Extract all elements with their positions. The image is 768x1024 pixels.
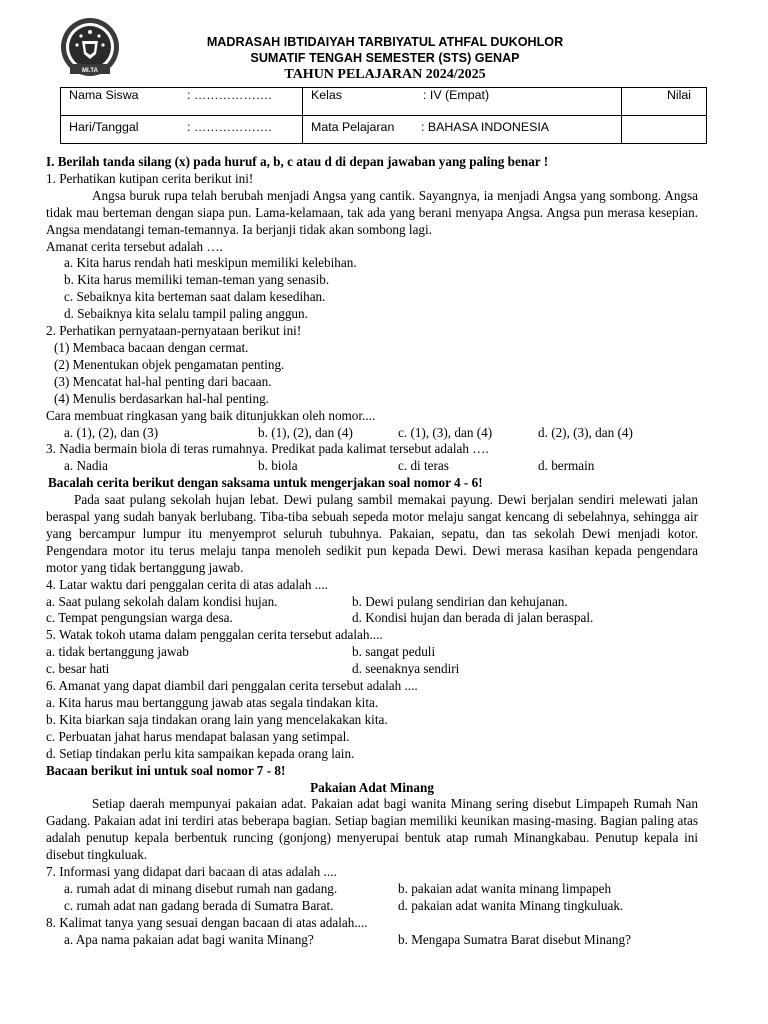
passage2-title: Bacalah cerita berikut dengan saksama untuk mengerjakan soal nomor 4 - 6!: [48, 475, 483, 491]
q6-option-b[interactable]: b. Kita biarkan saja tindakan orang lain yang mencelakakan kita.: [46, 711, 388, 727]
q4-stem: 4. Latar waktu dari penggalan cerita di atas adalah ....: [46, 576, 328, 592]
q5-row-1: [46, 644, 698, 661]
q2-question: Cara membuat ringkasan yang baik ditunjukkan oleh nomor....: [46, 407, 376, 423]
q2-option-d[interactable]: d. (2), (3), dan (4): [538, 424, 633, 440]
q6-stem: 6. Amanat yang dapat diambil dari penggalan cerita tersebut adalah ....: [46, 678, 418, 694]
passage3-text: Setiap daerah mempunyai pakaian adat. Pakaian adat bagi wanita Minang sering disebut Limpapeh Rumah Nan Gadang. Pakaian adat ini terdiri atas beberapa bagian. Setiap bagian memiliki keunikan masing-masing. Bagian paling atas adalah penutup kepala berbentuk runcing (gonjong) menyerupai bentuk atap rumah Minangkabau. Penutup kepala ini disebut tingkuluak.: [46, 796, 698, 863]
q8-row-1: [46, 932, 698, 949]
kelas-label: Kelas: [311, 88, 342, 102]
q2-options: [46, 425, 698, 442]
q5-stem: 5. Watak tokoh utama dalam penggalan cerita tersebut adalah....: [46, 627, 383, 643]
q5-row-2: [46, 661, 698, 678]
q7-row-2: [46, 898, 698, 915]
q4-option-c[interactable]: c. Tempat pengungsian warga desa.: [46, 610, 233, 626]
q2-option-a[interactable]: a. (1), (2), dan (3): [64, 424, 159, 440]
q2-statement-2: (2) Menentukan objek pengamatan penting.: [54, 356, 285, 372]
q8-option-b[interactable]: b. Mengapa Sumatra Barat disebut Minang?: [398, 931, 631, 947]
kelas-value: : IV (Empat): [423, 88, 490, 102]
student-info-table: [60, 87, 707, 144]
q1-question: Amanat cerita tersebut adalah ….: [46, 238, 223, 254]
q5-option-b[interactable]: b. sangat peduli: [352, 644, 436, 660]
hari-label: Hari/Tanggal: [69, 120, 139, 134]
svg-text:MI.TA: MI.TA: [82, 68, 98, 74]
q5-option-a[interactable]: a. tidak bertanggung jawab: [46, 644, 189, 660]
q4-option-a[interactable]: a. Saat pulang sekolah dalam kondisi hujan.: [46, 593, 278, 609]
q1-option-a[interactable]: a. Kita harus rendah hati meskipun memiliki kelebihan.: [64, 255, 357, 271]
q8-stem: 8. Kalimat tanya yang sesuai dengan bacaan di atas adalah....: [46, 914, 368, 930]
q1-option-d[interactable]: d. Sebaiknya kita selalu tampil paling anggun.: [64, 306, 308, 322]
academic-year: TAHUN PELAJARAN 2024/2025: [284, 67, 486, 82]
q8-option-a[interactable]: a. Apa nama pakaian adat bagi wanita Minang?: [64, 931, 314, 947]
q3-options: [46, 458, 698, 475]
passage2-text: Pada saat pulang sekolah hujan lebat. Dewi pulang sambil memakai payung. Dewi berjalan sendiri melewati jalan beraspal yang sudah banyak berlubang. Tiba-tiba sebuah sepeda motor melaju sangat kencang di sebelahnya, sehingga air yang bercampur lumpur itu menyemprot seluruh tubuhnya. Pakaian, sepatu, dan tas sekolah Dewi menjadi kotor. Pengendara motor itu terus melaju tanpa menoleh sedikit pun kepada Dewi. Dewi merasa kasihan kepada pengendara motor yang tidak bertanggung jawab.: [46, 492, 698, 575]
q6-option-a[interactable]: a. Kita harus mau bertanggung jawab atas segala tindakan kita.: [46, 695, 379, 710]
q3-option-a[interactable]: a. Nadia: [64, 458, 108, 474]
mapel-label: Mata Pelajaran: [311, 120, 395, 134]
mapel-value: : BAHASA INDONESIA: [421, 120, 550, 134]
q5-option-d[interactable]: d. seenaknya sendiri: [352, 661, 460, 677]
q1-stem: 1. Perhatikan kutipan cerita berikut ini!: [46, 170, 254, 186]
nilai-box[interactable]: [622, 116, 707, 144]
q1-option-c[interactable]: c. Sebaiknya kita berteman saat dalam kesedihan.: [64, 289, 326, 305]
q3-option-b[interactable]: b. biola: [258, 458, 298, 474]
q2-option-b[interactable]: b. (1), (2), dan (4): [258, 424, 353, 440]
q3-option-c[interactable]: c. di teras: [398, 458, 449, 474]
q7-option-b[interactable]: b. pakaian adat wanita minang limpapeh: [398, 880, 612, 896]
q4-row-1: [46, 594, 698, 611]
q7-stem: 7. Informasi yang didapat dari bacaan di atas adalah ....: [46, 864, 337, 880]
nilai-label: Nilai: [666, 88, 692, 102]
q2-statement-3: (3) Mencatat hal-hal penting dari bacaan.: [54, 373, 272, 389]
school-logo: [56, 16, 124, 78]
q3-option-d[interactable]: d. bermain: [538, 458, 595, 474]
hari-value: : ……………….: [187, 120, 272, 134]
q4-option-d[interactable]: d. Kondisi hujan dan berada di jalan beraspal.: [352, 610, 594, 626]
section-instruction: I. Berilah tanda silang (x) pada huruf a, b, c atau d di depan jawaban yang paling benar !: [46, 154, 549, 169]
q7-option-a[interactable]: a. rumah adat di minang disebut rumah nan gadang.: [64, 880, 338, 896]
exam-title: SUMATIF TENGAH SEMESTER (STS) GENAP: [250, 51, 520, 65]
school-name: MADRASAH IBTIDAIYAH TARBIYATUL ATHFAL DUKOHLOR: [206, 35, 564, 49]
nama-value: : ……………….: [187, 88, 272, 102]
q2-statement-1: (1) Membaca bacaan dengan cermat.: [54, 339, 249, 355]
q5-option-c[interactable]: c. besar hati: [46, 661, 110, 677]
q7-row-1: [46, 881, 698, 898]
passage3-title: Bacaan berikut ini untuk soal nomor 7 - 8!: [46, 762, 286, 778]
q6-option-c[interactable]: c. Perbuatan jahat harus mendapat balasan yang setimpal.: [46, 728, 350, 744]
q2-stem: 2. Perhatikan pernyataan-pernyataan berikut ini!: [46, 323, 302, 339]
q1-passage: Angsa buruk rupa telah berubah menjadi Angsa yang cantik. Sayangnya, ia menjadi Angsa yang sombong. Angsa tidak mau berteman dengan siapa pun. Lama-kelamaan, tak ada yang berani menyapa Angsa. Angsa pun merasa kesepian. Angsa mendatangi teman-temannya. Ia berjanji tidak akan sombong lagi.: [46, 187, 698, 237]
q2-option-c[interactable]: c. (1), (3), dan (4): [398, 424, 493, 440]
q1-option-b[interactable]: b. Kita harus memiliki teman-teman yang senasib.: [64, 272, 330, 288]
q6-option-d[interactable]: d. Setiap tindakan perlu kita sampaikan kepada orang lain.: [46, 745, 355, 761]
q7-option-d[interactable]: d. pakaian adat wanita Minang tingkuluak.: [398, 897, 624, 913]
exam-body: [46, 154, 698, 949]
passage3-heading: Pakaian Adat Minang: [310, 779, 434, 795]
q4-row-2: [46, 610, 698, 627]
q3-stem: 3. Nadia bermain biola di teras rumahnya. Predikat pada kalimat tersebut adalah ….: [46, 441, 489, 457]
q4-option-b[interactable]: b. Dewi pulang sendirian dan kehujanan.: [352, 593, 568, 609]
nama-label: Nama Siswa: [69, 88, 139, 102]
q2-statement-4: (4) Menulis berdasarkan hal-hal penting.: [54, 390, 269, 406]
q7-option-c[interactable]: c. rumah adat nan gadang berada di Sumatra Barat.: [64, 897, 334, 913]
